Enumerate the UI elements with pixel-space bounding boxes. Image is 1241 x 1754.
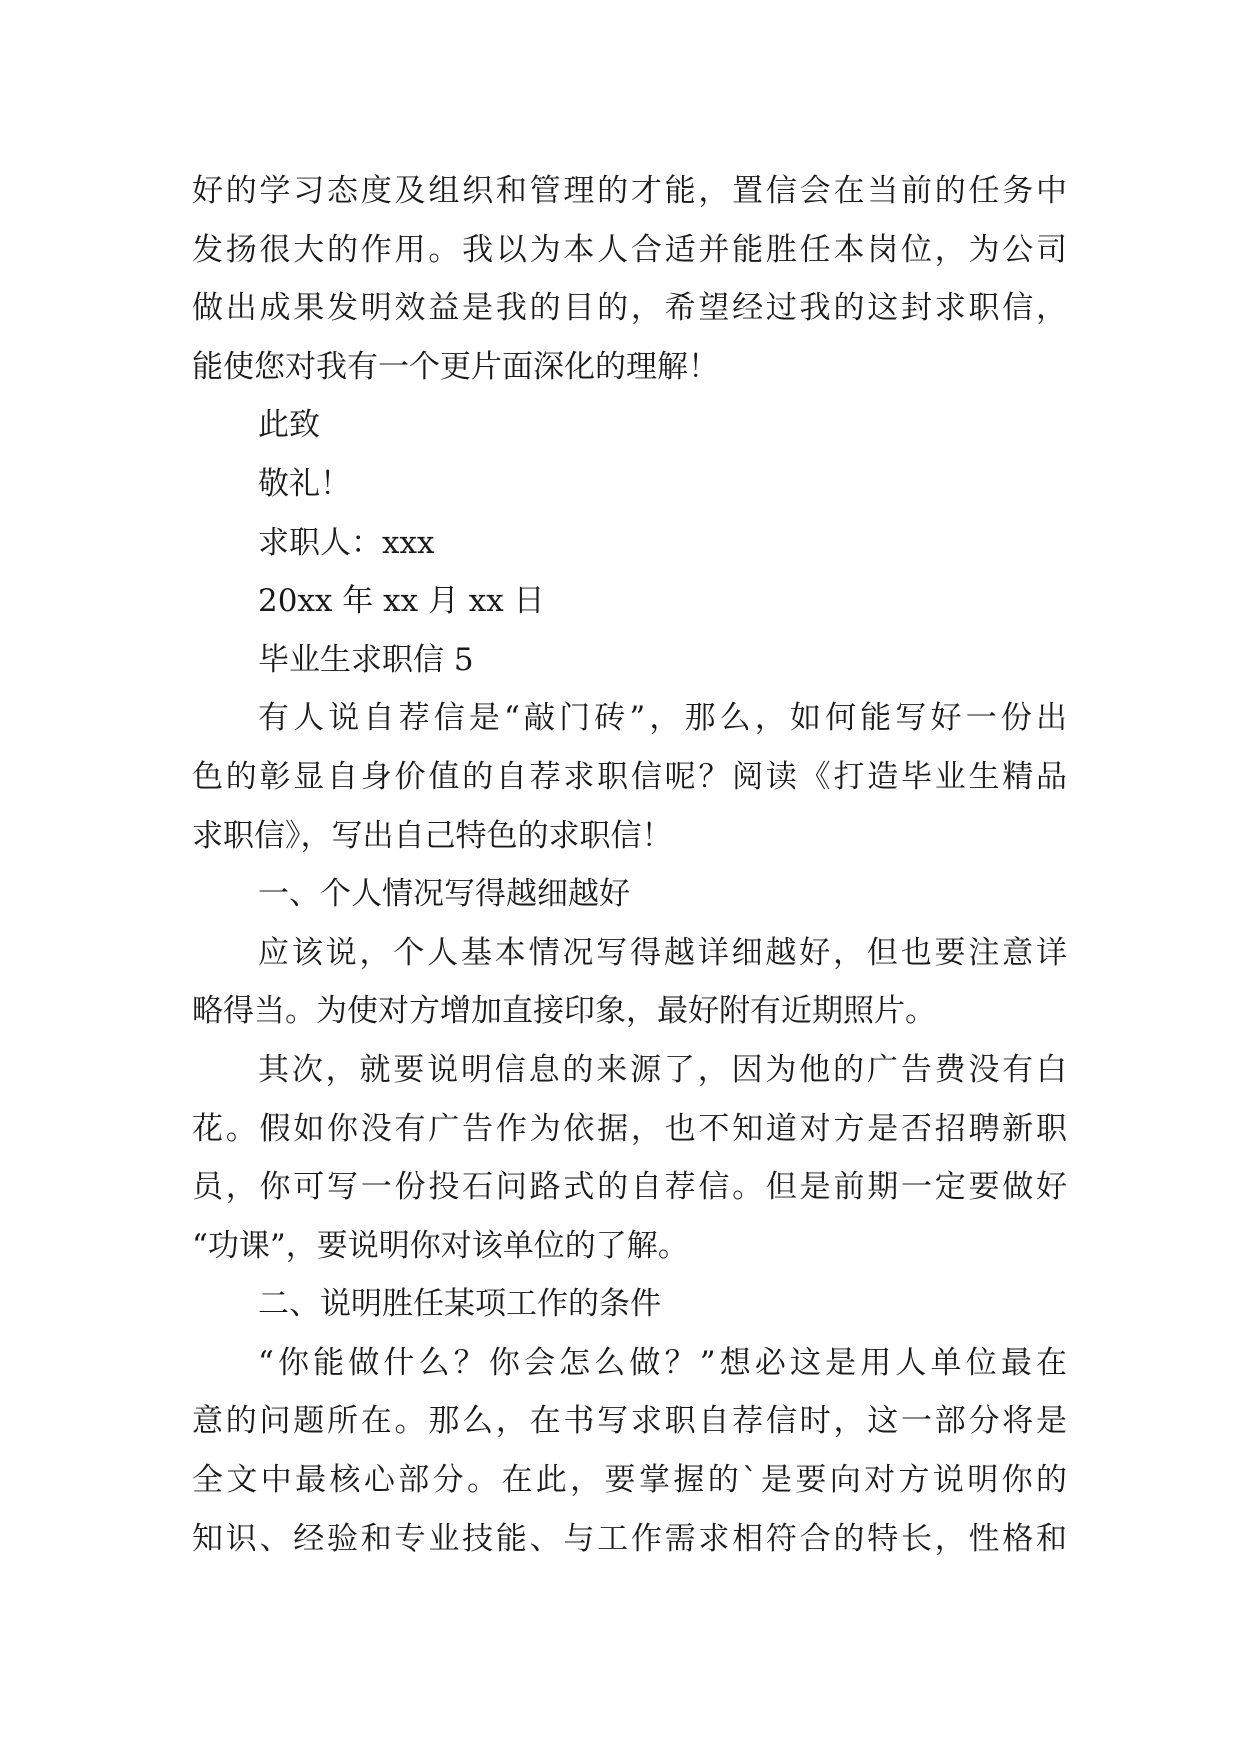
text-line: 全文中最核心部分。在此，要掌握的`是要向对方说明你的	[192, 1462, 1067, 1499]
text-line: 做出成果发明效益是我的目的，希望经过我的这封求职信，	[192, 290, 1067, 327]
text-line: 20xx 年 xx 月 xx 日	[258, 583, 545, 620]
text-line: 求职信》，写出自己特色的求职信！	[192, 817, 673, 854]
text-line: 色的彰显自身价值的自荐求职信呢？阅读《打造毕业生精品	[192, 758, 1067, 795]
text-line: 应该说，个人基本情况写得越详细越好，但也要注意详	[258, 934, 1067, 971]
text-line: 员，你可写一份投石问路式的自荐信。但是前期一定要做好	[192, 1169, 1067, 1206]
text-line: 发扬很大的作用。我以为本人合适并能胜任本岗位，为公司	[192, 231, 1067, 268]
text-line: 花。假如你没有广告作为依据，也不知道对方是否招聘新职	[192, 1110, 1067, 1147]
text-line: 意的问题所在。那么，在书写求职自荐信时，这一部分将是	[192, 1403, 1067, 1440]
text-line: 有人说自荐信是“敲门砖”，那么，如何能写好一份出	[258, 700, 1067, 737]
text-line: 略得当。为使对方增加直接印象，最好附有近期照片。	[192, 993, 936, 1030]
text-line: 求职人：xxx	[258, 524, 435, 561]
text-line: 其次，就要说明信息的来源了，因为他的广告费没有白	[258, 1051, 1067, 1088]
document-body	[192, 162, 1067, 1568]
text-line: 此致	[258, 407, 320, 444]
text-line: 知识、经验和专业技能、与工作需求相符合的特长，性格和	[192, 1520, 1067, 1557]
text-line: 一、个人情况写得越细越好	[258, 876, 630, 913]
text-line: “功课”，要说明你对该单位的了解。	[192, 1227, 689, 1264]
text-line: 毕业生求职信 5	[258, 641, 474, 678]
text-line: “你能做什么？你会怎么做？”想必这是用人单位最在	[258, 1344, 1067, 1381]
text-line: 敬礼！	[258, 465, 351, 502]
text-line: 好的学习态度及组织和管理的才能，置信会在当前的任务中	[192, 173, 1067, 209]
text-line: 二、说明胜任某项工作的条件	[258, 1286, 661, 1323]
text-line: 能使您对我有一个更片面深化的理解！	[192, 348, 719, 385]
